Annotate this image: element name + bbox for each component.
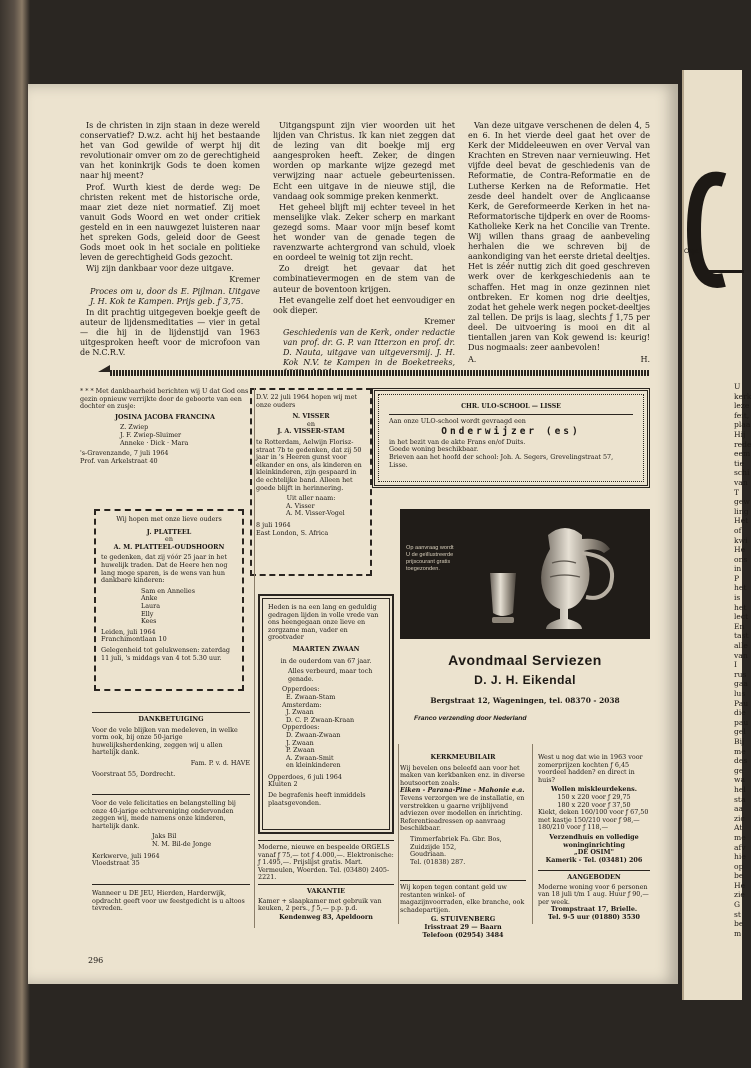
right-strip-line: tast: [734, 631, 749, 641]
right-strip-line: pau: [734, 717, 749, 727]
zwaan-f3-2: J. Zwaan: [286, 738, 314, 747]
vak-text: Kamer + slaapkamer met gebruik van keuken, 2 pers., ƒ 5,— p.p. p.d.: [258, 896, 382, 913]
zwaan-age: in de ouderdom van 67 jaar.: [280, 656, 372, 665]
right-strip-line: alle: [734, 641, 748, 651]
right-strip-line: Bij: [734, 736, 745, 746]
ad-de-jeu: Wanneer u DE JEU, Hierden, Harderwijk, opdracht geeft voor uw feestgedicht is u altoos tevreden.: [92, 889, 245, 913]
bil-addr: Vloedstraat 35: [92, 859, 140, 868]
article-column-1: [80, 120, 260, 358]
osim-name: „DE OSIM": [574, 848, 614, 857]
col3-sig-h: H.: [640, 354, 650, 365]
right-strip-line: feit,: [734, 410, 750, 420]
article-column-3: [468, 120, 650, 364]
francina-name: JOSINA JACOBA FRANCINA: [115, 412, 215, 421]
right-strip-line: gel: [734, 727, 746, 737]
right-strip-line: Het: [734, 516, 749, 526]
francina-parent-1: Z. Zwiep: [120, 423, 149, 432]
ad-column-sep-1: [254, 388, 255, 928]
col2-book-ref: Geschiedenis van de Kerk, onder redactie van prof. dr. G. P. van Itterzon en prof. dr. D. Nauta, uitgave van uitgeversmij. J. H. Kok N.V. te Kampen in de Boeketreeks,: [283, 326, 455, 368]
platteel-kid-3: Laura: [141, 601, 161, 610]
right-strip-line: At: [734, 823, 743, 833]
right-strip-line: van: [734, 477, 748, 487]
platteel-intro: Wij hopen met onze lieve ouders: [116, 515, 222, 523]
col1-p4: In dit prachtig uitgegeven boekje geeft de auteur de lijdensmeditaties — vier in getal — die hij in de lijdenstijd van 1963 uitgesproken heeft voor de microfoon van de N.C.R.V.: [80, 306, 260, 358]
right-strip-line: be: [734, 919, 744, 929]
right-strip-line: ons: [734, 554, 748, 564]
zwaan-addr: Kluiten 2: [268, 780, 298, 789]
visser-name-2: J. A. VISSER-STAM: [277, 427, 345, 436]
ad-birth-francina: [80, 388, 250, 488]
dank-body: Voor de vele blijken van medeleven, in welke vorm ook, bij onze 50-jarige huwelijksherdenking, zeggen wij u allen hartelijk dank.: [92, 725, 238, 757]
francina-family: [80, 424, 250, 447]
zwaan-family: [268, 686, 384, 770]
platteel-name-2: A. M. PLATTEEL-OUDSHOORN: [113, 542, 225, 551]
platteel-reception: Gelegenheid tot gelukwensen: zaterdag 11 juli, 's middags van 4 tot 5.30 uur.: [101, 645, 230, 662]
dank-addr: Voorstraat 55, Dordrecht.: [92, 769, 176, 778]
school-line-1: Aan onze ULO-school wordt gevraagd een: [389, 416, 526, 425]
right-strip-line: m: [734, 928, 742, 938]
right-strip-line: aa: [734, 804, 744, 814]
ad-aangeboden: [538, 874, 650, 922]
right-strip-line: het: [734, 602, 747, 612]
right-strip-line: I: [734, 660, 737, 670]
right-strip-line: afv: [734, 842, 746, 852]
right-strip-line: kerk: [734, 391, 751, 401]
right-strip-line: op: [734, 861, 744, 871]
dank-sig: Fam. P. v. d. HAVE: [190, 758, 250, 767]
bil-place: Kerkwerve, juli 1964: [92, 851, 160, 860]
kerk-tel: Tel. (01838) 287.: [410, 857, 466, 866]
rule-aang-top: [538, 870, 650, 871]
right-strip-line: of: [734, 525, 742, 535]
rule-dank-top: [92, 712, 250, 713]
article-column-2: [273, 120, 455, 378]
kerk-firm: Timmerfabriek Fa. Gbr. Bos,: [410, 834, 502, 843]
right-strip-line: leze: [734, 401, 750, 411]
platteel-kid-1: Sam en Annelies: [141, 586, 195, 595]
zwaan-body: Heden is na een lang en geduldig gedragen lijden in volle vrede van ons heengegaan onze lieve en zorgzame man, vader en grootvader: [268, 603, 379, 642]
ad-death-zwaan: [258, 594, 394, 834]
platteel-kid-4: Elly: [141, 609, 154, 618]
eikendal-photo: [400, 509, 650, 639]
osim-price-2: 180 x 220 voor ƒ 37,50: [557, 800, 631, 809]
right-strip-line: Pau: [734, 698, 749, 708]
col3-sig-a: A.: [468, 354, 477, 365]
right-column-text: [734, 382, 751, 938]
rule-orgels-top: [258, 840, 394, 841]
kerk-woods: Eiken - Parana-Pine - Mahonie e.a.: [400, 786, 525, 795]
francina-addr: Prof. van Arkelstraat 40: [80, 456, 158, 465]
zwaan-loc-1: Opperdoes:: [282, 685, 320, 694]
zwaan-f2-2: D. C. P. Zwaan-Kraan: [286, 715, 355, 724]
right-strip-line: be: [734, 871, 744, 881]
kerk-addr-1: Zuidzijde 152,: [410, 842, 457, 851]
zwaan-f3-1: D. Zwaan-Zwaan: [286, 730, 341, 739]
visser-and: en: [307, 419, 315, 428]
zwaan-burial: De begrafenis heeft inmiddels plaatsgevonden.: [268, 791, 366, 807]
right-strip-line: het: [734, 583, 747, 593]
left-page: [28, 84, 678, 984]
kerk-addr-2: Goudriaan.: [410, 850, 447, 859]
right-strip-line: schi: [734, 468, 750, 478]
stuiv-name: G. STUIVENBERG: [430, 915, 496, 924]
visser-sig-2: A. M. Visser-Vogel: [286, 509, 345, 518]
school-inner-frame: [378, 394, 644, 482]
school-line-3: Goede woning beschikbaar.: [389, 445, 479, 454]
eikendal-title: Avondmaal Serviezen: [448, 652, 602, 668]
right-strip-line: hel: [734, 784, 746, 794]
ad-orgels: Moderne, nieuwe en bespeelde ORGELS vanaf ƒ 75,— tot ƒ 4.000,—. Elektronische: ƒ 1.495,—. Prijslijst gratis. Mart. Vermeulen, Woerden. Tel. (03480) 2405-2221.: [258, 843, 394, 882]
bil-body: Voor de vele felicitaties en belangstelling bij onze 40-jarige echtvereniging ondervonden zeggen wij, mede namens onze kinderen, hartelijk dank.: [92, 799, 236, 830]
right-strip-line: gew: [734, 497, 750, 507]
aang-text: Moderne woning voor 6 personen van 18 juli t/m 1 aug. Huur ƒ 90,— per week.: [538, 882, 649, 906]
col1-p3: Wij zijn dankbaar voor deze uitgave.: [86, 263, 234, 274]
corner-mark-icon: [98, 362, 110, 372]
platteel-and: en: [165, 535, 173, 544]
right-strip-line: zie: [734, 890, 745, 900]
bil-sig-1: Jaks Bil: [152, 832, 177, 841]
col2-p4: Het evangelie zelf doet het eenvoudiger en ook dieper.: [273, 294, 455, 315]
zwaan-name: MAARTEN ZWAAN: [292, 644, 360, 653]
rule-bil-bottom: [92, 884, 250, 885]
right-strip-line: He: [734, 880, 746, 890]
right-strip-line: in: [734, 564, 742, 574]
col2-p2: Het geheel blijft mij echter teveel in het menselijke vlak. Zeker scherp en markant gezegd soms. Maar voor mijn besef komt het wonder van de genade tegen de ravenzwarte achtergrond van schuld, vloek en oordeel te weinig tot zijn recht.: [273, 201, 455, 263]
rule-stuiv-top: [400, 880, 526, 881]
platteel-kid-5: Kees: [141, 617, 157, 626]
aang-addr: Trompstraat 17, Brielle.: [550, 905, 638, 914]
right-strip-line: rede: [734, 439, 751, 449]
right-masthead-text: Orga: [684, 248, 699, 255]
osim-price-1: 150 x 220 voor ƒ 29,75: [557, 792, 631, 801]
zwaan-loc-2: Amsterdam:: [282, 700, 322, 709]
visser-intro: D.V. 22 juli 1964 hopen wij met onze ouders: [256, 393, 358, 409]
ad-anniversary-platteel: [94, 509, 244, 691]
col2-p1: Uitgangspunt zijn vier woorden uit het lijden van Christus. Ik kan niet zeggen dat de lezing van dit boekje mij erg aangesproken heeft. Zeker, de dingen worden op markante wijze gezegd met verwijzing naar actuele gebeurtenissen. Echt een uitgave in de nieuwe stijl, die vandaag ook sommige preken kenmerkt.: [273, 120, 455, 201]
right-strip-line: T: [734, 487, 740, 497]
zwaan-inner-frame: [262, 598, 390, 830]
osim-line-2: Kiekt, deken 160/100 voor ƒ 67,50 met kastje 150/210 voor ƒ 98,— 180/210 voor ƒ 118,—: [538, 808, 649, 832]
school-rule: [389, 414, 633, 415]
zwaan-f3-4: A. Zwaan-Smit: [286, 753, 334, 762]
osim-head: Wollen miskleurdekens.: [551, 785, 637, 794]
right-page-strip: [682, 70, 751, 1000]
ad-stuivenberg: [400, 884, 526, 939]
zwaan-f3-5: en kleinkinderen: [286, 761, 341, 770]
school-position: Onderwijzer (es): [441, 426, 581, 438]
ad-vakantie: [258, 888, 394, 921]
right-strip-line: rus: [734, 669, 747, 679]
right-strip-line: G: [734, 900, 741, 910]
visser-place: East London, S. Africa: [256, 528, 329, 537]
col1-p1: Is de christen in zijn staan in deze wereld conservatief? D.w.z. acht hij het bestaande het van God gewilde of werpt hij dit revolutionair omver om zo de gerechtigheid van het koninkrijk Gods te doen komen naar hij meent?: [80, 120, 260, 181]
right-strip-line: me: [734, 832, 746, 842]
right-strip-line: st: [734, 909, 741, 919]
stuiv-line-1: Wij kopen tegen contant geld uw restanten winkel- of magazijnvoorraden, elke branche, ook schadepartijen.: [400, 883, 525, 914]
visser-name-1: N. VISSER: [292, 412, 330, 421]
ad-thanks-vdhave: [92, 716, 250, 778]
platteel-kid-2: Anke: [141, 594, 158, 603]
right-strip-line: me: [734, 746, 746, 756]
col2-sig: Kremer: [424, 315, 455, 326]
platteel-place: Leiden, juli 1964: [101, 627, 156, 636]
platteel-name-1: J. PLATTEEL: [146, 527, 192, 536]
ad-column-sep-3: [532, 744, 533, 924]
visser-body: te Rotterdam, Aelwijn Florisz-straat 7b te gedenken, dat zij 50 jaar in 's Heeren gunst voor elkander en ons, als kinderen en kleinkinderen, zijn gespaard in de echtelijke band. Alleen het goede blijft in herinnering.: [256, 437, 362, 492]
right-strip-line: plaa: [734, 420, 751, 430]
ad-kerkmeubilair: [400, 754, 526, 866]
right-strip-line: kwi: [734, 535, 748, 545]
right-strip-line: En: [734, 621, 745, 631]
francina-intro: * * * Met dankbaarheid berichten wij U dat God ons gezin opnieuw verrijkte door de geboorte van een dochter en zusje:: [80, 387, 249, 411]
ad-anniversary-visser: [250, 388, 372, 576]
right-strip-line: eem: [734, 449, 751, 459]
school-line-4: Brieven aan het hoofd der school: Joh. A. Segers, Grevelingstraat 57, Lisse.: [389, 452, 614, 469]
platteel-addr: Franchimontlaan 10: [101, 635, 167, 644]
stuiv-addr: Irisstraat 29 — Baarn: [424, 922, 502, 931]
zwaan-date: Opperdoes, 6 juli 1964: [268, 772, 342, 781]
platteel-kids: [101, 588, 237, 626]
col1-sig: Kremer: [229, 274, 260, 285]
right-strip-line: ling: [734, 506, 749, 516]
aang-tel: Tel. 9-5 uur (01880) 3530: [548, 912, 640, 921]
ad-column-sep-2: [398, 744, 399, 924]
col3-signature: [468, 354, 650, 364]
zwaan-loc-3: Opperdoes:: [282, 723, 320, 732]
right-strip-line: wa: [734, 775, 746, 785]
zwaan-faith: Alles verbeurd, maar toch genade.: [288, 667, 373, 683]
zwaan-f2-1: J. Zwaan: [286, 708, 314, 717]
francina-place: 's-Gravenzande, 7 juli 1964: [80, 449, 169, 458]
osim-line-1: West u nog dat wie in 1963 voor zomerprijzen kochten ƒ 6,45 voordeel hadden? en direct in huis?: [538, 753, 643, 784]
right-strip-line: die: [734, 708, 746, 718]
right-strip-line: U: [734, 382, 741, 391]
aang-head: AANGEBODEN: [567, 873, 621, 881]
stuiv-tel: Telefoon (02954) 3484: [422, 930, 504, 939]
right-strip-line: P: [734, 573, 740, 583]
vak-head: VAKANTIE: [306, 887, 346, 895]
visser-sig-1: A. Visser: [286, 501, 315, 510]
kerk-head: KERKMEUBILAIR: [430, 753, 496, 761]
zwaan-f1-1: E. Zwaan-Stam: [286, 692, 336, 701]
bil-sig-2: N. M. Bil-de Jonge: [152, 839, 212, 848]
right-masthead-rule: [698, 270, 744, 273]
halftone-divider: [110, 370, 650, 376]
ad-thanks-bil: [92, 800, 250, 868]
eikendal-addr: Bergstraat 12, Wageningen, tel. 08370 - 2038: [430, 696, 620, 705]
right-strip-line: ge: [734, 765, 744, 775]
rule-dank-bottom: [92, 794, 250, 795]
school-head: CHR. ULO-SCHOOL — LISSE: [461, 403, 561, 410]
col1-p2: Prof. Wurth kiest de derde weg: De christen rekent met de historische orde, maar ziet deze niet normatief. Zij moet vanuit Gods Woord en wet onder critiek gesteld en in een nauwgezet luisteren naar het spreken Gods, geleid door de Geest Gods moet ook in het sociale en politieke leven de gerechtigheid Gods gezocht.: [80, 181, 260, 263]
eikendal-name: D. J. H. Eikendal: [474, 673, 576, 687]
ad-eikendal: [400, 509, 650, 739]
right-strip-line: lect: [734, 612, 749, 622]
ad-de-osim: [538, 754, 650, 864]
right-strip-line: zic: [734, 813, 745, 823]
col1-book-ref: Proces om u, door ds E. Pijlman. Uitgave J. H. Kok te Kampen. Prijs geb. ƒ 3,75.: [90, 285, 260, 306]
right-strip-line: Hij: [734, 429, 746, 439]
right-strip-line: lus: [734, 689, 746, 698]
communion-set-icon: [470, 513, 640, 637]
right-strip-line: des: [734, 756, 748, 766]
right-strip-line: is: [734, 593, 741, 603]
right-strip-line: tie: [734, 458, 744, 468]
ad-school-vacancy: [372, 388, 650, 488]
rule-orgels-bottom: [258, 884, 394, 885]
right-strip-line: sta: [734, 794, 746, 804]
col2-p3: Zo dreigt het gevaar dat het combinatievermogen en de stem van de auteur de boventoon krijgen.: [273, 263, 455, 294]
right-strip-line: gaa: [734, 679, 748, 689]
page-number: 296: [88, 956, 104, 965]
platteel-body: te gedenken, dat zij vóór 25 jaar in het huwelijk traden. Dat de Heere hen nog lang moge sparen, is de wens van hun dankbare kinderen:: [101, 553, 228, 585]
francina-siblings: Anneke · Dick · Mara: [120, 438, 189, 447]
visser-date: 8 juli 1964: [256, 520, 291, 529]
kerk-line-2: Tevens verzorgen we de installatie, en verstrekken u gaarne vrijblijvend adviezen over modellen en inrichting. Referentieadressen op aanvraag beschikbaar.: [400, 793, 525, 833]
osim-tagline: Verzendhuis en volledige woninginrichting: [549, 832, 639, 849]
osim-addr: Kamerik - Tel. (03481) 206: [545, 855, 643, 864]
right-strip-line: hie: [734, 852, 746, 862]
dank-head: DANKBETUIGING: [138, 715, 204, 723]
school-line-2: in het bezit van de akte Frans en/of Duits.: [389, 437, 526, 446]
francina-parent-2: J. F. Zwiep-Sluimer: [120, 430, 182, 439]
visser-uit: Uit aller naam:: [286, 494, 336, 503]
vak-addr: Kendenweg 83, Apeldoorn: [279, 912, 373, 921]
eikendal-ship: Franco verzending door Nederland: [414, 715, 527, 722]
right-strip-line: He: [734, 545, 746, 555]
eikendal-caption: Op aanvraag wordt U de geïllustreerde prijscourant gratis toegezonden.: [406, 545, 454, 572]
kerk-line-1: Wij bevelen ons beleefd aan voor het maken van kerkbanken enz. in diverse houtsoorten zoals:: [400, 763, 525, 787]
zwaan-f3-3: P. Zwaan: [286, 746, 315, 755]
right-strip-line: van: [734, 650, 748, 660]
col3-p1: Van deze uitgave verschenen de delen 4, 5 en 6. In het vierde deel gaat het over de Kerk der Middeleeuwen en over Verval van Krachten en Streven naar vernieuwing. Het vijfde deel bevat de geschiedenis van de Reformatie, de Contra-Reformatie en de Lutherse Kerken na de Reformatie. Het zesde deel handelt over de Anglicaanse Kerk, de Gereformeerde Kerken in het na-Reformatorische tijdperk en over de Rooms-Katholieke Kerk na het Concilie van Trente. Wij willen thans graag de aanbeveling herhalen die we schreven bij de aankondiging van het eerste drietal deeltjes. Het is zéér nuttig zich dit goed geschreven werk over de kerkgeschiedenis aan te schaffen. Het mag in onze gezinnen niet ontbreken. Er komen nog drie deeltjes, zodat het gehele werk negen pocket-deeltjes zal tellen. De prijs is laag, slechts ƒ 1,75 per deel. De uitvoering is mooi en dit al tientallen jaren van Kok gewend is: keurig! Dus nogmaals: zeer aanbevolen!: [468, 120, 650, 353]
